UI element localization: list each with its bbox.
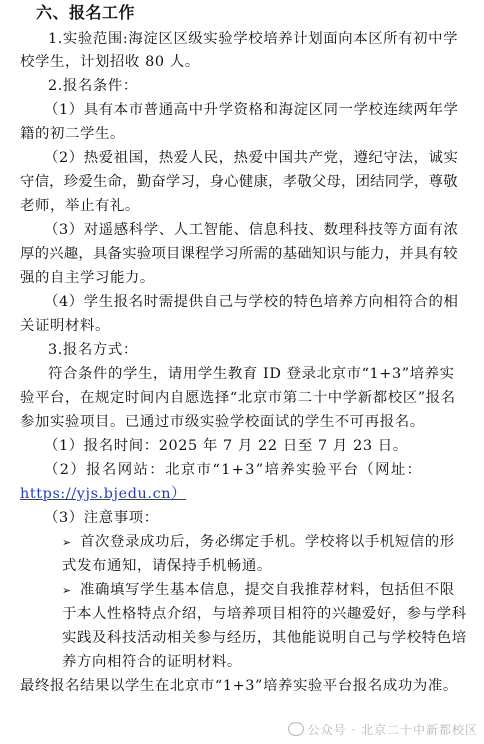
paragraph-line: 最终报名结果以学生在北京市“1+3”培养实验平台报名成功为准。 <box>20 678 458 694</box>
paragraph-line: （1）具有本市普通高中升学资格和海淀区同一学校连续两年学 <box>44 102 459 118</box>
paragraph-line: 符合条件的学生，请用学生教育 ID 登录北京市“1+3”培养实 <box>48 366 455 382</box>
paragraph-line: （2）热爱祖国，热爱人民，热爱中国共产党，遵纪守法，诚实 <box>44 150 459 166</box>
bullet-line <box>62 531 455 554</box>
bullet-line <box>62 579 455 602</box>
paragraph-line: 厚的兴趣，具备实验项目课程学习所需的基础知识与能力，并具有较 <box>20 246 458 262</box>
paragraph-line: （4）学生报名时需提供自己与学校的特色培养方向相符合的相 <box>44 294 459 310</box>
paragraph-line: 于本人性格特点介绍，与培养项目相符的兴趣爱好，参与学科 <box>62 606 467 622</box>
paragraph-line: 校学生，计划招收 80 人。 <box>20 54 200 70</box>
paragraph-line: （1）报名时间：2025 年 7 月 22 日至 7 月 23 日。 <box>44 438 408 454</box>
paragraph-line: 强的自主学习能力。 <box>20 270 155 286</box>
paragraph-line: （2）报名网站：北京市“1+3”培养实验平台（网址： <box>44 462 423 478</box>
paragraph-line: 1.实验范围:海淀区区级实验学校培养计划面向本区所有初中学 <box>48 31 459 47</box>
paragraph-line: 式发布通知，请保持手机畅通。 <box>62 558 272 574</box>
paragraph-line: 守信，珍爱生命，勤奋学习，身心健康，孝敬父母，团结同学，尊敬 <box>20 174 458 190</box>
paragraph-line: 参加实验项目。已通过市级实验学校面试的学生不可再报名。 <box>20 414 425 430</box>
paragraph-line: 实践及科技活动相关参与经历，其他能说明自己与学校特色培 <box>62 630 467 646</box>
section-heading: 六、报名工作 <box>36 3 136 22</box>
paragraph-line: 养方向相符合的证明材料。 <box>62 654 242 670</box>
paragraph-line: 老师，举止有礼。 <box>20 198 140 214</box>
bullet-text: 首次登录成功后，务必绑定手机。学校将以手机短信的形 <box>80 534 455 550</box>
paragraph-line: （3）对遥感科学、人工智能、信息科技、数理科技等方面有浓 <box>44 222 459 238</box>
paragraph-line: 3.报名方式： <box>48 342 138 358</box>
paragraph-line: 关证明材料。 <box>20 318 110 334</box>
website-url[interactable]: https://yjs.bjedu.cn） <box>20 486 187 502</box>
arrow-bullet-icon: ➢ <box>62 584 72 597</box>
website-link[interactable] <box>20 483 186 505</box>
watermark-text: 公众号 · 北京二十中新都校区 <box>307 723 478 737</box>
paragraph-line: 2.报名条件： <box>48 78 138 94</box>
bullet-text: 准确填写学生基本信息，提交自我推荐材料，包括但不限 <box>80 582 455 598</box>
paragraph-line: 籍的初二学生。 <box>20 126 125 142</box>
arrow-bullet-icon: ➢ <box>62 536 72 549</box>
wechat-icon <box>288 722 304 736</box>
paragraph-line: （3）注意事项： <box>44 510 159 526</box>
watermark <box>288 721 478 738</box>
paragraph-line: 验平台，在规定时间内自愿选择“北京市第二十中学新都校区”报名 <box>20 390 456 406</box>
